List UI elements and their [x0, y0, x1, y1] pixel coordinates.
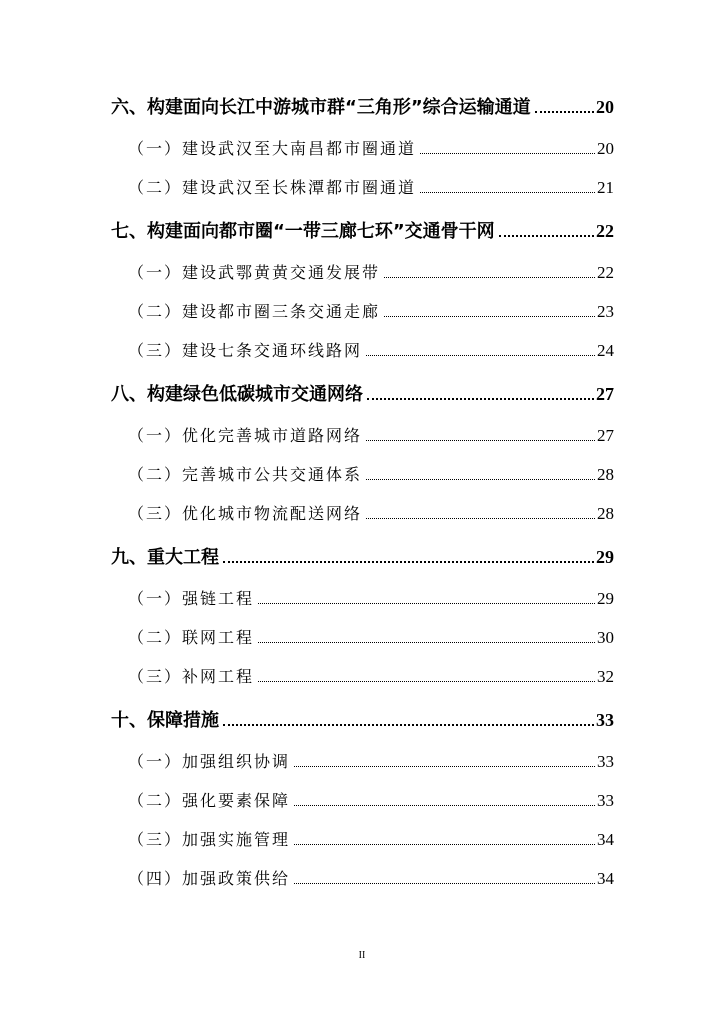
dot-leader [384, 316, 595, 317]
toc-entry-title: （三）优化城市物流配送网络 [128, 504, 363, 523]
toc-entry[interactable] [111, 90, 614, 130]
toc-entry[interactable] [111, 417, 614, 456]
toc-entry[interactable] [111, 332, 614, 371]
dot-leader [366, 440, 595, 441]
toc-entry-title: 八、构建绿色低碳城市交通网络 [111, 384, 363, 405]
toc-entry-page: 33 [596, 710, 614, 730]
dot-leader [294, 883, 595, 884]
toc-entry-title: （二）强化要素保障 [128, 791, 291, 810]
toc-entry-page: 24 [597, 341, 614, 360]
toc-entry[interactable] [111, 580, 614, 619]
toc-entry-page: 30 [597, 628, 614, 647]
toc-entry-title: （三）建设七条交通环线路网 [128, 341, 363, 360]
dot-leader [258, 642, 595, 643]
toc-entry[interactable] [111, 377, 614, 417]
toc-entry-title: （一）建设武鄂黄黄交通发展带 [128, 263, 381, 282]
toc-entry-title: （三）加强实施管理 [128, 830, 291, 849]
toc-entry[interactable] [111, 860, 614, 899]
toc-entry-page: 28 [597, 465, 614, 484]
page-number: II [358, 950, 366, 961]
toc-entry-title: 七、构建面向都市圈“一带三廊七环”交通骨干网 [111, 221, 495, 242]
dot-leader [294, 766, 595, 767]
toc-entry[interactable] [111, 214, 614, 254]
toc-entry-title: （二）建设都市圈三条交通走廊 [128, 302, 381, 321]
toc-entry[interactable] [111, 782, 614, 821]
dot-leader [294, 844, 595, 845]
toc-entry[interactable] [111, 619, 614, 658]
toc-entry[interactable] [111, 254, 614, 293]
toc-entry-page: 32 [597, 667, 614, 686]
toc-entry-page: 33 [597, 752, 614, 771]
toc-entry-title: （二）联网工程 [128, 628, 255, 647]
dot-leader [258, 681, 595, 682]
toc-entry-page: 20 [596, 97, 614, 117]
toc-entry-title: 十、保障措施 [111, 710, 219, 731]
toc-entry-page: 33 [597, 791, 614, 810]
toc-entry-page: 23 [597, 302, 614, 321]
toc-entry-title: （一）强链工程 [128, 589, 255, 608]
toc-entry-title: （一）加强组织协调 [128, 752, 291, 771]
toc-entry[interactable] [111, 130, 614, 169]
toc-entry-title: （二）建设武汉至长株潭都市圈通道 [128, 178, 417, 197]
toc-entry[interactable] [111, 169, 614, 208]
toc-entry-page: 27 [596, 384, 614, 404]
dot-leader [367, 398, 594, 400]
toc-entry-title: （二）完善城市公共交通体系 [128, 465, 363, 484]
dot-leader [420, 153, 595, 154]
dot-leader [384, 277, 595, 278]
toc-entry[interactable] [111, 293, 614, 332]
toc-entry-title: （三）补网工程 [128, 667, 255, 686]
toc-entry-page: 27 [597, 426, 614, 445]
toc-entry[interactable] [111, 540, 614, 580]
toc-entry-page: 20 [597, 139, 614, 158]
dot-leader [366, 518, 595, 519]
toc-entry-title: 九、重大工程 [111, 547, 219, 568]
dot-leader [294, 805, 595, 806]
toc-entry-title: （四）加强政策供给 [128, 869, 291, 888]
dot-leader [258, 603, 595, 604]
dot-leader [499, 235, 594, 237]
table-of-contents [111, 90, 614, 899]
toc-entry-title: 六、构建面向长江中游城市群“三角形”综合运输通道 [111, 97, 531, 118]
toc-entry-title: （一）优化完善城市道路网络 [128, 426, 363, 445]
dot-leader [223, 724, 594, 726]
toc-entry-page: 21 [597, 178, 614, 197]
toc-entry[interactable] [111, 456, 614, 495]
toc-entry[interactable] [111, 743, 614, 782]
dot-leader [420, 192, 595, 193]
toc-entry[interactable] [111, 495, 614, 534]
toc-entry[interactable] [111, 658, 614, 697]
toc-entry-page: 22 [597, 263, 614, 282]
dot-leader [366, 479, 595, 480]
dot-leader [366, 355, 595, 356]
toc-entry[interactable] [111, 821, 614, 860]
toc-entry-page: 34 [597, 830, 614, 849]
toc-entry-page: 28 [597, 504, 614, 523]
toc-entry[interactable] [111, 703, 614, 743]
toc-entry-page: 34 [597, 869, 614, 888]
toc-entry-page: 29 [597, 589, 614, 608]
toc-entry-page: 22 [596, 221, 614, 241]
dot-leader [223, 561, 594, 563]
toc-entry-title: （一）建设武汉至大南昌都市圈通道 [128, 139, 417, 158]
dot-leader [535, 111, 594, 113]
toc-entry-page: 29 [596, 547, 614, 567]
